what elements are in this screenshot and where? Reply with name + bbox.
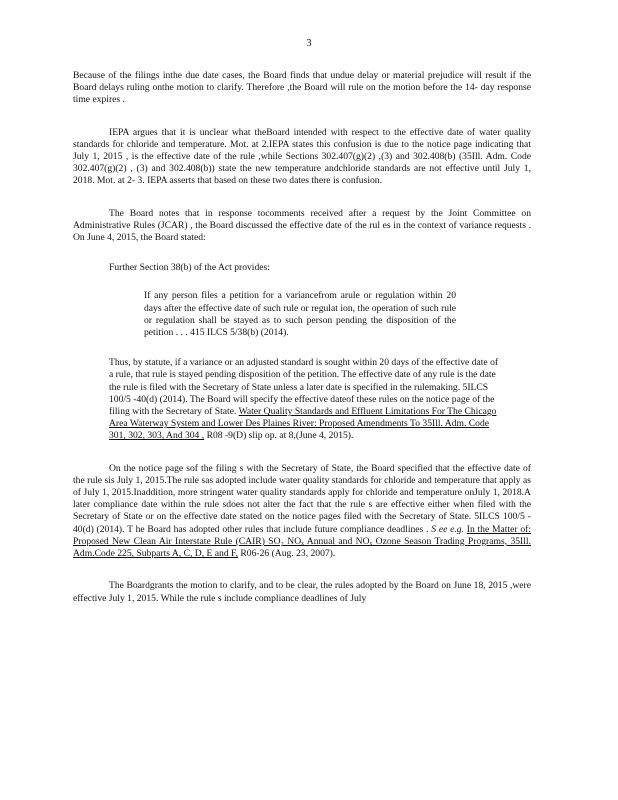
paragraph-further-section: Further Section 38(b) of the Act provides: <box>109 262 270 274</box>
thus-text: Thus, by statute, if a variance or an adjusted standard is sought within 20 days of the effective date of a rule, that rule is stayed pending disposition of the petition. The effective date of any rule is the date the rule is filed with the Secretary of State unless a later date is specified in the rulemaking. 5ILCS 100/5 -40(d) (2014). The Board will specify the effective dateof these rules on the notice page of the filing with the Secretary of State. <box>109 357 499 418</box>
paragraph-iepa-argues: IEPA argues that it is unclear what theBoard intended with respect to the effective date of water quality standards for chloride and temperature. Mot. at 2.IEPA states this confusion is due to the notice page indicating that July 1, 2015 , is the effective date of the rule ,while Sections 302.407(g)(2) ,(3) and 302.408(b) (35Ill. Adm. Code 302.407(g)(2) , (3) and 302.408(b)) state the new temperature andchloride standards are not effective until July 1, 2018. Mot. at 2- 3. IEPA asserts that based on these two dates there is confusion. <box>73 126 531 187</box>
paragraph-board-grants: The Boardgrants the motion to clarify, and to be clear, the rules adopted by the Board on June 18, 2015 ,were effective July 1, 2015. While the rule s include compliance deadlines of July <box>73 580 531 604</box>
thus-citation-tail: R08 -9(D) slip op. at 8,(June 4, 2015). <box>206 430 354 442</box>
notice-text: On the notice page sof the filing s with the Secretary of State, the Board specified that the effective date of the rule sis July 1, 2015.The rule sas adopted include water quality standards for chloride and temperature that apply as of July 1, 2015.Inaddition, more stringent water quality standards apply for chloride and temperature onJuly 1, 2018.A later compliance date within the rule sdoes not alter the fact that the rule s are effective either when filed with the Secretary of State or on the effective date stated on the notice pages filed with the Secretary of State. 5ILCS 100/5 - 40(d) (2014). T he Board has adopted other rules that include future compliance deadlines . <box>73 462 531 535</box>
paragraph-board-notes: The Board notes that in response tocomments received after a request by the Joint Committee on Administrative Rules (JCAR) , the Board discussed the effective date of the rul es in the context of variance requests . On June 4, 2015, the Board stated: <box>73 207 531 244</box>
paragraph-undue-delay: Because of the filings inthe due date cases, the Board finds that undue delay or material prejudice will result if the Board delays ruling onthe motion to clarify. Therefore ,the Board will rule on the motion before the 14- day response time expires . <box>73 70 531 106</box>
thus-citation-title: Water Quality Standards and Effluent Limitations For The Chicago Area Waterway System and Lower Des Plaines River: Proposed Amendments To 35Ill. Adm. Code 301, 302, 303, And 304 , <box>109 406 497 442</box>
cair-citation-title: In the Matter of: Proposed New Clean Air Interstate Rule (CAIR) SO₂ NOₓ Annual and NOₓ Ozone Season Trading Programs, 35Ill. Adm.Code 225, Subparts A, C, D, E and F, <box>73 523 532 560</box>
paragraph-thus-by-statute <box>109 357 501 442</box>
cair-citation-tail: R06-26 (Aug. 23, 2007). <box>240 548 336 560</box>
block-quote-statute: If any person files a petition for a variancefrom arule or regulation within 20 days after the effective date of such rule or regulat ion, the operation of such rule or regulation shall be stayed as to such person pending the disposition of the petition . . . 415 ILCS 5/38(b) (2014). <box>144 290 456 339</box>
see-eg-signal: S ee e.g. <box>431 523 464 535</box>
paragraph-notice-pages <box>73 463 531 561</box>
page-number: 3 <box>306 38 312 49</box>
page-body <box>73 70 531 605</box>
